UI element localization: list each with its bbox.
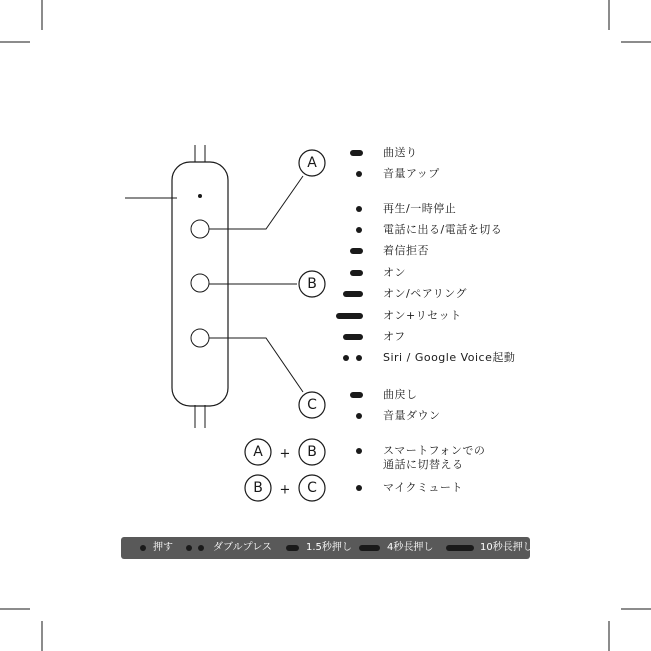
legend-long: 1.5秒押し — [306, 542, 352, 553]
combo-label: 通話に切替える — [383, 458, 464, 471]
function-label: 着信拒否 — [383, 244, 429, 257]
double-press-icon — [186, 545, 192, 551]
function-label: 音量ダウン — [383, 409, 441, 422]
short-press-icon — [356, 448, 362, 454]
cable — [195, 145, 205, 428]
function-label: 再生/一時停止 — [383, 202, 457, 215]
svg-text:B: B — [307, 276, 317, 292]
legend-double: ダブルプレス — [213, 542, 272, 553]
four-second-press-icon — [359, 545, 380, 551]
combo-b-plus-c — [245, 475, 325, 501]
short-press-icon — [356, 485, 362, 491]
short-press-icon — [356, 413, 362, 419]
double-press-icon — [343, 355, 349, 361]
ten-second-press-icon — [336, 313, 363, 319]
svg-text:+: + — [279, 446, 291, 462]
long-press-icon — [350, 150, 363, 156]
combo-a-plus-b — [245, 439, 325, 465]
legend-ten: 10秒長押し — [480, 542, 533, 553]
function-label: オフ — [383, 330, 406, 343]
double-press-icon — [356, 355, 362, 361]
callout-a — [299, 150, 325, 176]
remote-button-a — [191, 220, 209, 238]
svg-text:B: B — [307, 444, 317, 460]
short-press-icon — [356, 171, 362, 177]
svg-text:A: A — [253, 444, 263, 460]
four-second-press-icon — [343, 334, 363, 340]
callout-b — [299, 271, 325, 297]
function-label: 音量アップ — [383, 167, 440, 180]
svg-text:A: A — [307, 155, 317, 171]
svg-text:B: B — [253, 480, 263, 496]
press-legend — [121, 537, 533, 559]
function-label: 曲送り — [383, 146, 418, 159]
legend-short: 押す — [153, 542, 173, 553]
combo-label: マイクミュート — [383, 481, 463, 494]
function-label: 曲戻し — [383, 388, 418, 401]
combo-label: スマートフォンでの — [383, 444, 486, 457]
legend-four: 4秒長押し — [387, 542, 434, 553]
function-label: オン+リセット — [383, 309, 462, 322]
short-press-icon — [356, 206, 362, 212]
remote-button-b — [191, 274, 209, 292]
ten-second-press-icon — [446, 545, 474, 551]
function-label: オン/ペアリング — [383, 287, 468, 300]
long-press-icon — [350, 248, 363, 254]
four-second-press-icon — [343, 291, 363, 297]
leader-lines — [209, 176, 303, 392]
callout-c — [299, 392, 325, 418]
svg-text:+: + — [279, 482, 291, 498]
function-label: Siri / Google Voice起動 — [383, 351, 516, 364]
short-press-icon — [140, 545, 146, 551]
press-indicators — [336, 150, 363, 491]
function-label: オン — [383, 266, 406, 279]
function-label: 電話に出る/電話を切る — [383, 223, 503, 236]
microphone-icon — [198, 194, 202, 198]
short-press-icon — [356, 227, 362, 233]
remote-button-c — [191, 329, 209, 347]
double-press-icon — [198, 545, 204, 551]
long-press-icon — [350, 392, 363, 398]
svg-text:C: C — [307, 480, 317, 496]
long-press-icon — [350, 270, 363, 276]
svg-text:C: C — [307, 397, 317, 413]
long-press-icon — [286, 545, 299, 551]
